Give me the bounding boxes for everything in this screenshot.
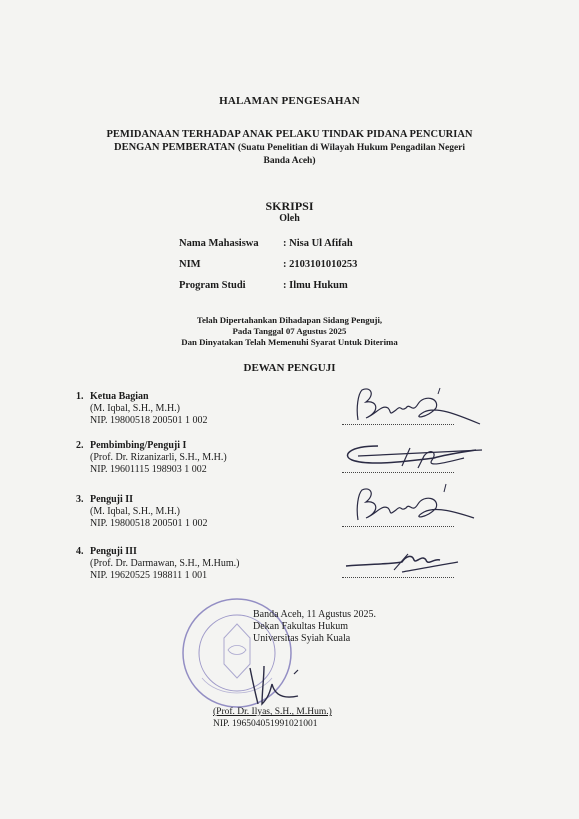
student-nim-label: NIM — [179, 259, 201, 270]
examiner-role: Penguji III — [90, 546, 137, 557]
student-name-label: Nama Mahasiswa — [179, 238, 259, 249]
dean-university: Universitas Syiah Kuala — [253, 633, 351, 644]
signature-line-3 — [342, 526, 454, 527]
defense-statement — [0, 315, 579, 348]
dean-signature-icon — [240, 662, 310, 710]
dean-block — [253, 609, 376, 645]
defense-line-2: Pada Tanggal 07 Agustus 2025 — [232, 326, 347, 336]
examiner-number: 4. — [76, 546, 84, 557]
signature-2-icon — [338, 442, 484, 472]
title-line-3: Banda Aceh) — [263, 156, 316, 166]
thesis-title — [0, 128, 579, 168]
signature-1-icon — [352, 384, 482, 428]
examiner-role: Pembimbing/Penguji I — [90, 440, 187, 451]
examiner-4 — [76, 546, 240, 582]
dean-name-block — [213, 706, 332, 730]
dean-name: (Prof. Dr. Ilyas, S.H., M.Hum.) — [213, 707, 332, 717]
examiner-role: Penguji II — [90, 494, 134, 505]
examiner-name: (Prof. Dr. Darmawan, S.H., M.Hum.) — [90, 558, 240, 569]
title-line-2-sub: (Suatu Penelitian di Wilayah Hukum Pengadilan Negeri — [237, 143, 466, 153]
examiner-1 — [76, 391, 208, 427]
dean-title: Dekan Fakultas Hukum — [253, 621, 348, 632]
student-name-value: : Nisa Ul Afifah — [283, 238, 353, 249]
examiner-nip: NIP. 19620525 198811 1 001 — [90, 570, 208, 581]
title-line-1: PEMIDANAAN TERHADAP ANAK PELAKU TINDAK PIDANA PENCURIAN — [106, 129, 473, 140]
student-name-row — [179, 238, 353, 249]
examiner-number: 1. — [76, 391, 84, 402]
examiner-nip: NIP. 19800518 200501 1 002 — [90, 415, 208, 426]
examiner-nip: NIP. 19601115 198903 1 002 — [90, 464, 207, 475]
title-line-2 — [60, 141, 519, 155]
defense-line-3: Dan Dinyatakan Telah Memenuhi Syarat Untuk Diterima — [181, 337, 398, 347]
examiner-3 — [76, 494, 208, 530]
signature-line-2 — [342, 472, 454, 473]
examiner-name: (M. Iqbal, S.H., M.H.) — [90, 506, 180, 517]
examiner-role: Ketua Bagian — [90, 391, 149, 402]
student-nim-value: : 2103101010253 — [283, 259, 358, 270]
defense-line-1: Telah Dipertahankan Dihadapan Sidang Penguji, — [196, 315, 383, 325]
student-program-label: Program Studi — [179, 280, 246, 291]
examiner-name: (Prof. Dr. Rizanizarli, S.H., M.H.) — [90, 452, 227, 463]
page-heading: HALAMAN PENGESAHAN — [219, 95, 360, 107]
student-nim-row — [179, 259, 357, 270]
examiner-number: 3. — [76, 494, 84, 505]
by-label: Oleh — [279, 213, 300, 224]
dean-nip: NIP. 196504051991021001 — [213, 719, 318, 729]
examiner-number: 2. — [76, 440, 84, 451]
signature-line-4 — [342, 577, 454, 578]
signature-4-icon — [342, 550, 462, 576]
examiner-2 — [76, 440, 227, 476]
signature-3-icon — [352, 482, 482, 526]
document-type: SKRIPSI — [265, 199, 314, 213]
examiner-nip: NIP. 19800518 200501 1 002 — [90, 518, 208, 529]
student-program-value: : Ilmu Hukum — [283, 280, 348, 291]
title-line-2-main: DENGAN PEMBERATAN — [113, 142, 236, 153]
examiner-name: (M. Iqbal, S.H., M.H.) — [90, 403, 180, 414]
student-program-row — [179, 280, 348, 291]
board-heading: DEWAN PENGUJI — [243, 362, 336, 374]
dean-place-date: Banda Aceh, 11 Agustus 2025. — [253, 609, 376, 620]
